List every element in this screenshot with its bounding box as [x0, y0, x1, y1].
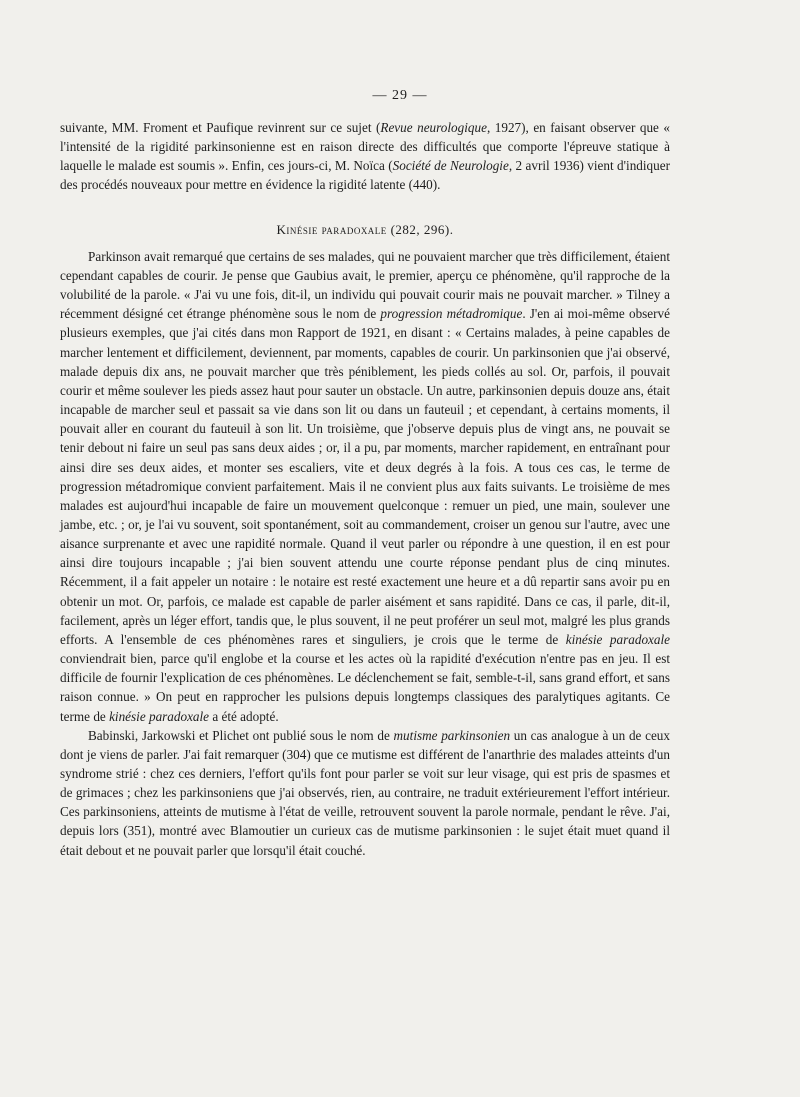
text-run: . J'en ai moi-même observé plusieurs exemples, que j'ai cités dans mon Rapport de 1921, en disant : « Certains malades, à peine capables de marcher lentement et difficilement, deviennent, par moments, capables de courir. Un parkinsonien que j'ai observé, malade depuis dix ans, ne pouvait marcher que très péniblement, les pieds collés au sol. Or, parfois, il pouvait courir et même soulever les pieds assez haut pour sauter un obstacle. Un autre, parkinsonien depuis douze ans, était incapable de marcher seul et passait sa vie dans son lit ou dans un fauteuil ; et cependant, à certains moments, il pouvait aller en courant du fauteuil à son lit. Un troisième, que j'observe depuis plus de vingt ans, ne pouvait se tenir debout ni faire un seul pas sans deux aides ; or, il a pu, par moments, marcher rapidement, en entraînant pour ainsi dire ses deux aides, et monter ses escaliers, vite et deux degrés à la fois. A tous ces cas, le terme de progression métadromique convient parfaitement. Mais il ne convient plus aux faits suivants. Le troisième de mes malades est aujourd'hui incapable de faire un mouvement quelconque : remuer un pied, une main, soulever une jambe, etc. ; or, je l'ai vu souvent, soit spontanément, soit au commandement, croiser un genou sur l'autre, avec une aisance surprenante et avec une rapidité normale. Quand il veut parler ou répondre à une question, il en est pour ainsi dire toujours incapable ; j'ai bien souvent attendu une courte réponse pendant plus de cinq minutes. Récemment, il a fait appeler un notaire : le notaire est resté exactement une heure et a dû repartir sans avoir pu en obtenir un mot. Or, parfois, ce malade est capable de parler aisément et sans rapidité. Dans ce cas, il parle, dit-il, facilement, après un léger effort, tandis que, le plus souvent, il ne peut proférer un seul mot, malgré les plus grands efforts. A l'ensemble de ces phénomènes rares et singuliers, je crois que le terme de	[60, 306, 670, 647]
italic-term: mutisme parkinsonien	[393, 727, 511, 743]
heading-term: Kinésie paradoxale	[276, 221, 387, 237]
text-run: Babinski, Jarkowski et Plichet ont publié sous le nom de	[88, 727, 394, 743]
heading-refs: (282, 296).	[386, 221, 454, 237]
body-text	[60, 118, 670, 860]
journal-title: Revue neurologique	[380, 120, 487, 135]
text-run: conviendrait bien, parce qu'il englobe et la course et les actes où la rapidité d'exécution n'entre pas en jeu. Il est difficile de fournir l'explication de ces phénomènes. Le déclenchement se fait, semble-t-il, sans grand effort, et sans raison connue. » On peut en rapprocher les pulsions depuis longtemps classiques des paralytiques agitants. Ce terme de	[60, 651, 670, 724]
text-run: Parkinson avait remarqué que certains de ses malades, qui ne pouvaient marcher que très difficilement, étaient cependant capables de courir. Je pense que Gaubius avait, le premier, aperçu ce phénomène, qu'il rapproche de la volubilité de la parole. « J'ai vu une fois, dit-il, un individu qui pouvait courir mais ne pouvait marcher. » Tilney a récemment désigné cet étrange phénomène sous le nom de	[60, 248, 670, 322]
italic-term: progression métadromique	[380, 306, 523, 322]
italic-term: kinésie paradoxale	[109, 708, 210, 724]
italic-term: kinésie paradoxale	[565, 631, 670, 647]
society-title: Société de Neurologie	[392, 158, 509, 174]
page-number: — 29 —	[372, 88, 428, 103]
paragraph-mutisme	[60, 726, 670, 860]
text-run: suivante, MM. Froment et Paufique revinrent sur ce sujet (	[60, 120, 381, 135]
paragraph-intro	[60, 118, 670, 195]
text-run: , 1927), en faisant observer que « l'intensité de la rigidité parkinsonienne est en raison directe des difficultés que comporte l'épreuve statique à laquelle le malade est soumis ». Enfin, ces jours-ci, M. Noïca (	[60, 120, 671, 174]
section-heading	[60, 220, 670, 239]
paragraph-kinesie	[60, 247, 670, 726]
text-run: un cas analogue à un de ceux dont je viens de parler. J'ai fait remarquer (304) que ce mutisme est différent de l'anarthrie des malades atteints d'un syndrome strié : chez ces derniers, l'effort qu'ils font pour parler se voit sur leur visage, qui est pris de spasmes et de grimaces ; chez les parkinsoniens que j'ai observés, rien, au contraire, ne traduit extérieurement l'effort intérieur. Ces parkinsoniens, atteints de mutisme à l'état de veille, retrouvent souvent la parole normale, pendant le rêve. J'ai, depuis lors (351), montré avec Blamoutier un curieux cas de mutisme parkinsonien : le sujet était muet quand il était debout et ne pouvait parler que lorsqu'il était couché.	[60, 727, 670, 858]
text-run: a été adopté.	[209, 708, 279, 724]
text-run: , 2 avril 1936) vient d'indiquer des procédés nouveaux pour mettre en évidence la rigidité latente (440).	[60, 158, 670, 193]
